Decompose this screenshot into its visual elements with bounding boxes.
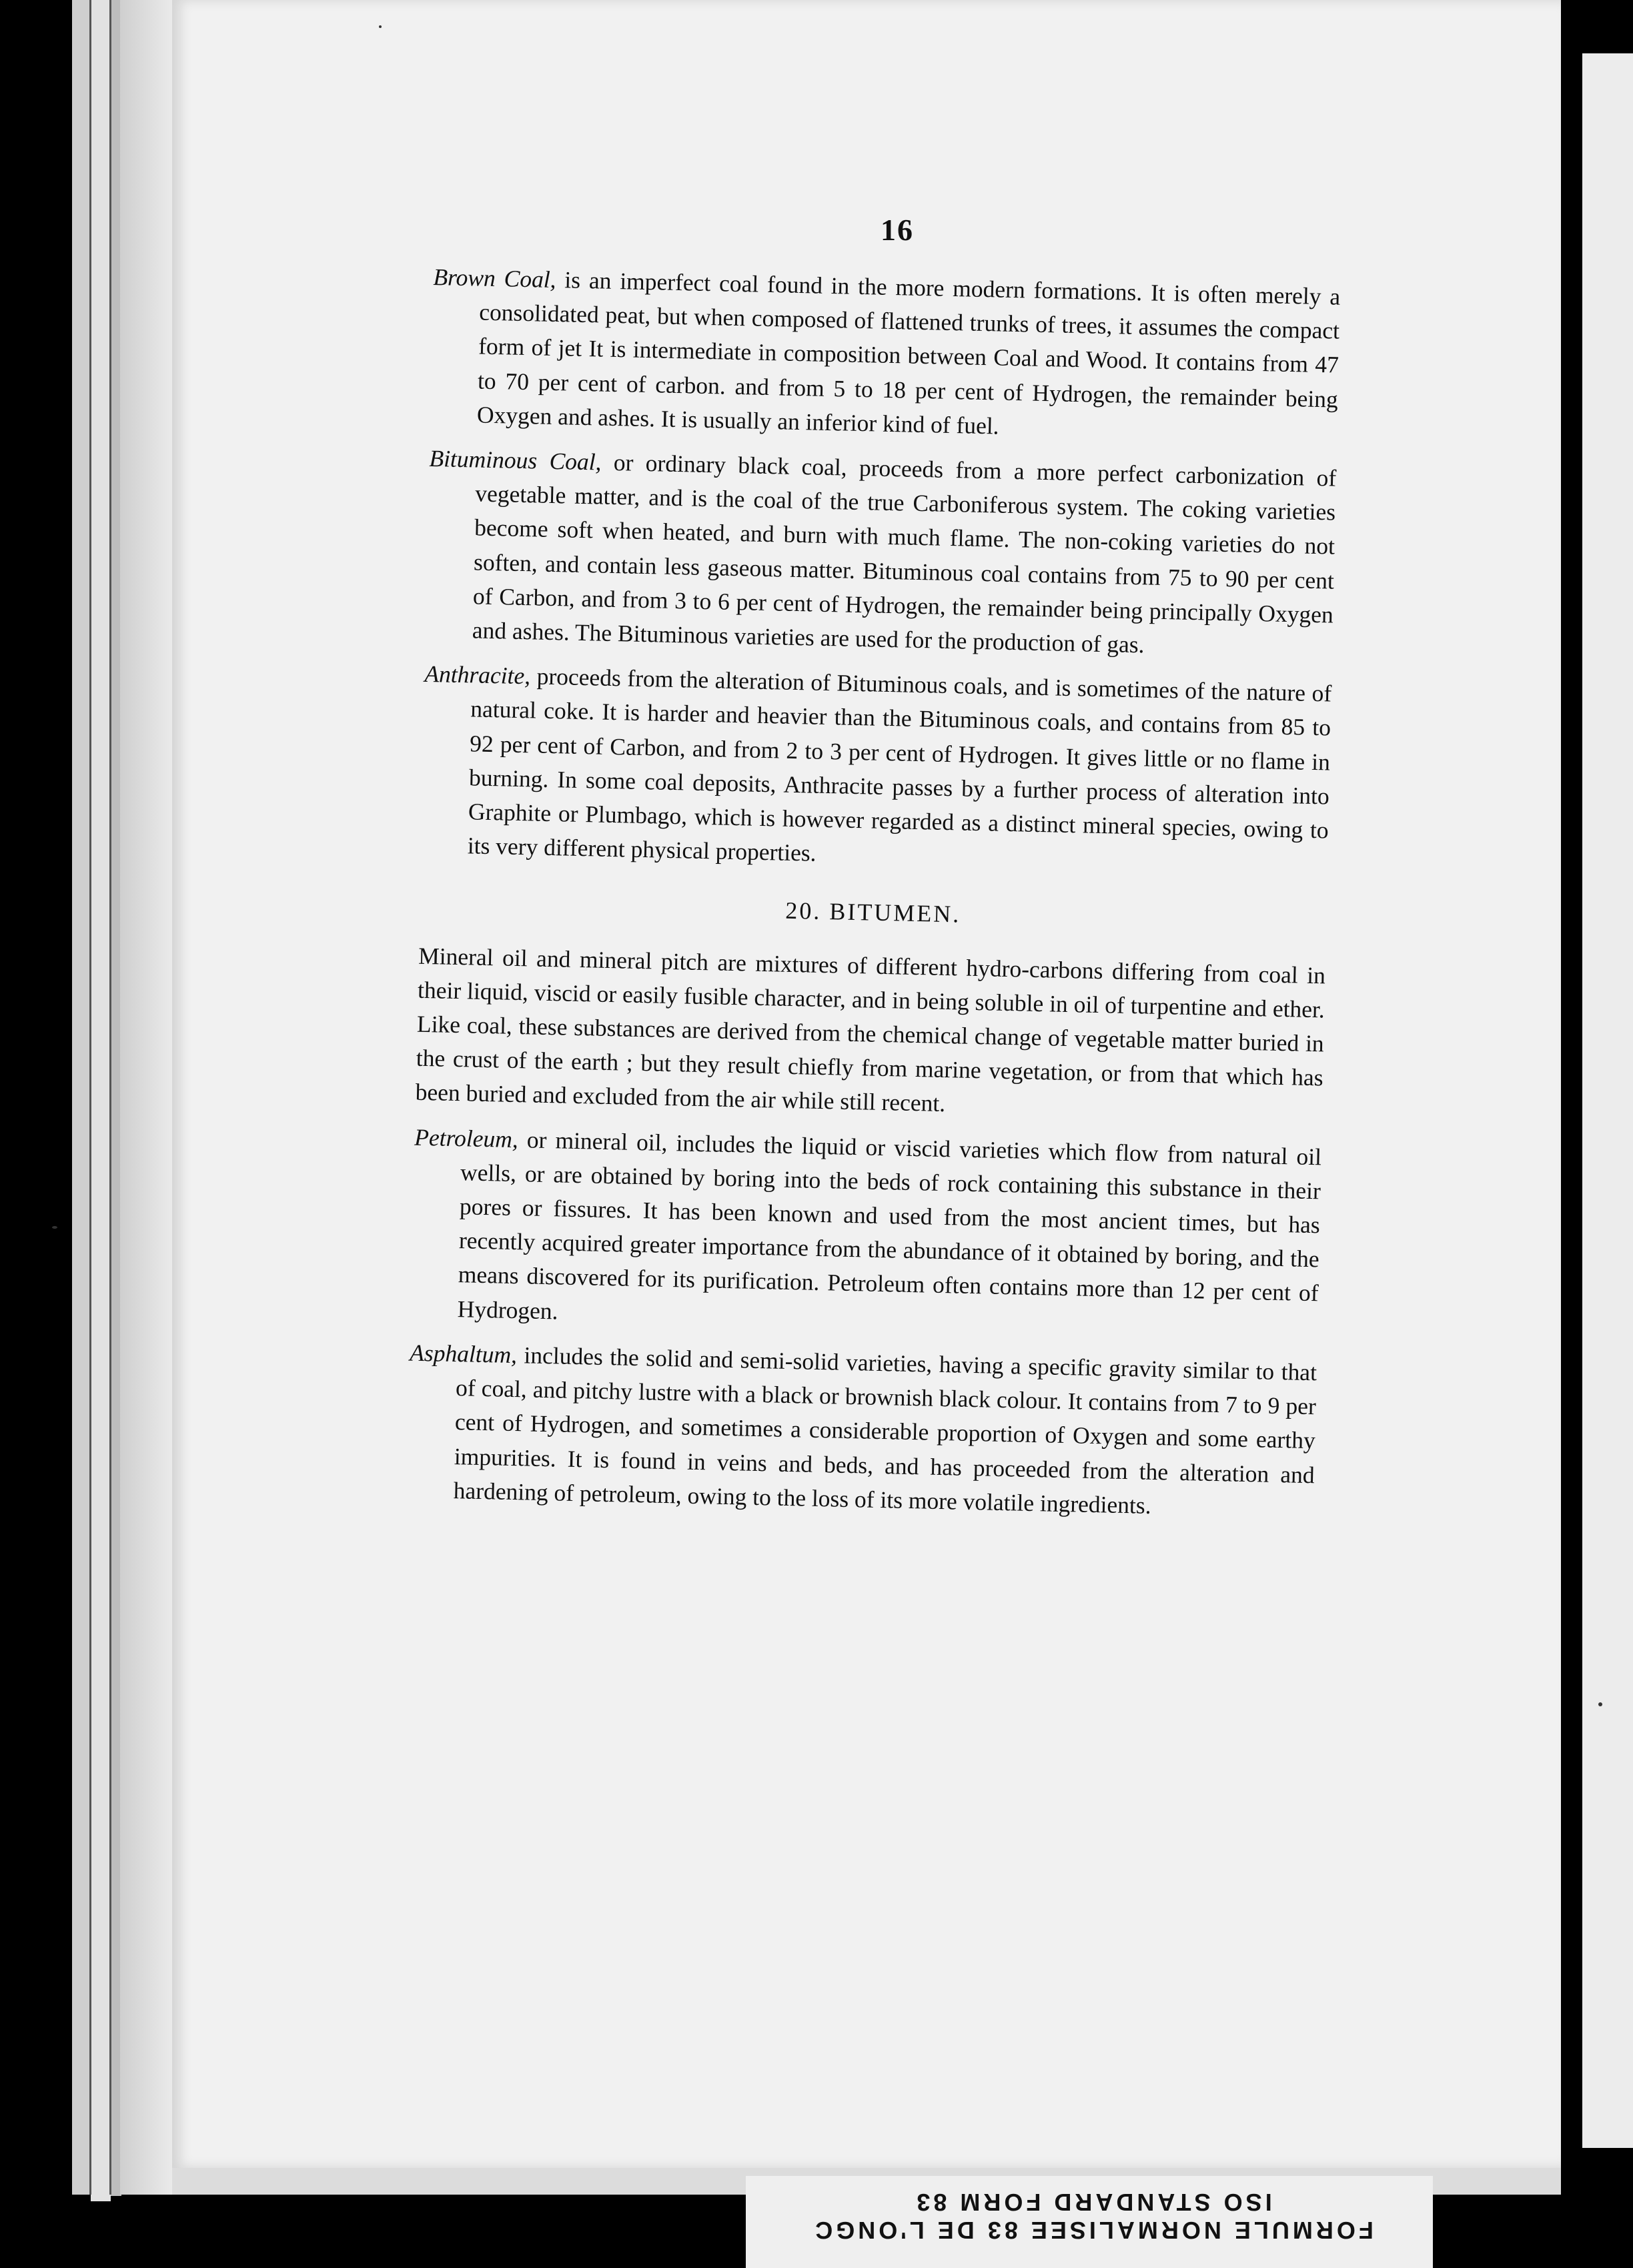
page-gutter <box>120 0 172 2195</box>
facing-page-edge <box>1582 53 1633 2148</box>
page-edge-line <box>89 0 91 2195</box>
stamp-text <box>766 2188 1420 2244</box>
entry-term: Brown Coal, <box>433 263 557 294</box>
entry-term: Asphaltum, <box>409 1339 518 1369</box>
entry-petroleum <box>410 1120 1321 1345</box>
entry-text: or ordinary black coal, proceeds from a more perfect carbonization of vegetable matter, and is the coal of the true Carboniferous system. The coking varieties become soft when heated, and burn with much flame. The non-coking varieties do not soften, and contain less gaseous matter. Bituminous coal contains from 75 to 90 per cent of Carbon, and from 3 to 6 per cent of Hydrogen, the remainder being principally Oxygen and ashes. The Bituminous varieties are used for the production of gas. <box>472 448 1337 658</box>
entry-term: Bituminous Coal, <box>429 444 602 476</box>
entry-text: includes the solid and semi-solid varieties, having a specific gravity similar to that of coal, and pitchy lustre with a black or brownish black colour. It contains from 7 to 9 per cent of Hydrogen, and sometimes a considerable proportion of Oxygen and some earthy impurities. It is found in veins and beds, and has proceeded from the alteration and hardening of petroleum, owing to the loss of its more volatile ingredients. <box>453 1341 1317 1519</box>
entry-bituminous-coal <box>425 442 1336 666</box>
microfilm-stamp <box>746 2176 1433 2268</box>
section-heading: 20. BITUMEN. <box>784 897 961 928</box>
page-edge-outer <box>72 0 91 2195</box>
page-text-block <box>406 260 1341 1537</box>
entry-brown-coal <box>430 260 1340 451</box>
entry-text: proceeds from the alteration of Bituminous coals, and is sometimes of the nature of natural coke. It is harder and heavier than the Bituminous coals, and contains from 85 to 92 per cent of Carbon, and from 2 to 3 per cent of Hydrogen. It gives little or no flame in burning. In some coal deposits, Anthracite passes by a further process of alteration into Graphite or Plumbago, which is however regarded as a distinct mineral species, owing to its very different physical properties. <box>467 662 1332 867</box>
dust-speck <box>379 25 382 28</box>
dust-speck <box>52 1226 57 1229</box>
entry-anthracite <box>420 657 1331 882</box>
page-number: 16 <box>881 213 914 247</box>
section-intro-paragraph: Mineral oil and mineral pitch are mixtures of different hydro-carbons differing from coal in their liquid, viscid or easily fusible character, and in being soluble in oil of turpentine and ether. Like coal, these substances are derived from the chemical change of vegetable matter buried in the crust of the earth ; but they result chiefly from marine vegetation, or from that which has been buried and excluded from the air while still recent. <box>415 942 1326 1117</box>
page-edge-line <box>109 0 111 2195</box>
stamp-line-1: FORMULE NORMALISEE 83 DE L'ONGC <box>812 2217 1374 2244</box>
dust-speck <box>1598 1702 1602 1706</box>
stamp-line-2: ISO STANDARD FORM 83 <box>913 2189 1272 2216</box>
entry-term: Petroleum, <box>414 1123 519 1153</box>
entry-asphaltum <box>406 1336 1317 1527</box>
page-edge-middle <box>91 0 111 2201</box>
entry-text: is an imperfect coal found in the more modern formations. It is often merely a consolidated peat, but when composed of flattened trunks of trees, it assumes the compact form of jet It is intermediate in composition between Coal and Wood. It contains from 47 to 70 per cent of carbon. and from 5 to 18 per cent of Hydrogen, the remainder being Oxygen and ashes. It is usually an inferior kind of fuel. <box>476 266 1341 440</box>
entry-term: Anthracite, <box>424 660 531 690</box>
entry-text: or mineral oil, includes the liquid or viscid varieties which flow from natural oil wells, or are obtained by boring into the beds of rock containing this substance in their pores or fissures. It has been known and used from the most ancient times, but has recently acquired greater importance from the abundance of it obtained by boring, and the means discovered for its purification. Petroleum often contains more than 12 per cent of Hydrogen. <box>457 1125 1322 1325</box>
